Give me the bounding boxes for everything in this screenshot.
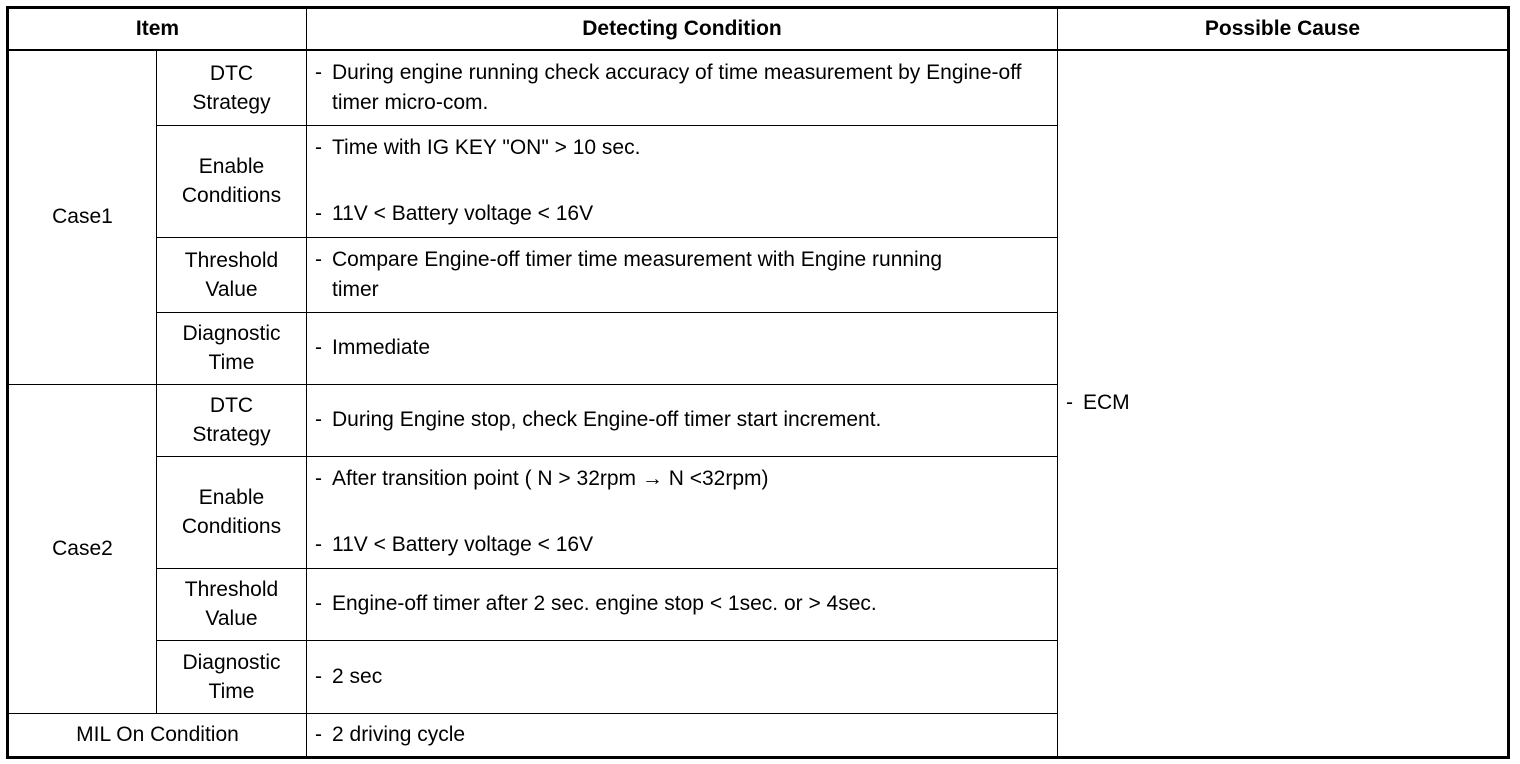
possible-cause-cell xyxy=(1058,50,1509,757)
label-line: Enable xyxy=(198,486,265,509)
case1-threshold-value-condition xyxy=(307,237,1058,312)
table-row xyxy=(8,50,1509,125)
bullet-dash: - xyxy=(315,408,322,431)
bullet-dash: - xyxy=(315,336,322,359)
bullet-dash: - xyxy=(315,247,322,271)
spacer xyxy=(315,163,1049,199)
case2-label: Case2 xyxy=(8,384,157,713)
bullet-dash: - xyxy=(315,60,322,84)
case1-diagnostic-time-condition xyxy=(307,312,1058,384)
bullet-dash: - xyxy=(315,664,322,688)
condition-text: 11V < Battery voltage < 16V xyxy=(332,202,594,225)
case1-label: Case1 xyxy=(8,50,157,384)
case1-enable-conditions-condition xyxy=(307,125,1058,237)
case2-enable-conditions-label xyxy=(157,456,307,568)
label-line: Time xyxy=(208,351,255,374)
header-possible-cause: Possible Cause xyxy=(1058,8,1509,51)
label-line: Value xyxy=(205,277,258,301)
bullet-dash: - xyxy=(315,136,322,159)
bullet-item xyxy=(315,199,1049,229)
bullet-item xyxy=(315,405,1049,435)
condition-text: Compare Engine-off timer time measurement with Engine running timer xyxy=(332,247,943,301)
case1-dtc-strategy-condition xyxy=(307,50,1058,125)
case1-diagnostic-time-label xyxy=(157,312,307,384)
bullet-dash: - xyxy=(315,722,322,746)
condition-text: Immediate xyxy=(332,336,431,359)
bullet-item xyxy=(315,530,1049,560)
mil-on-condition-label: MIL On Condition xyxy=(8,713,307,757)
dtc-spec-table xyxy=(6,6,1510,759)
case2-diagnostic-time-condition xyxy=(307,640,1058,713)
bullet-item xyxy=(315,662,1049,692)
possible-cause-text: ECM xyxy=(1083,391,1130,415)
bullet-dash: - xyxy=(315,202,322,225)
label-line: Threshold xyxy=(184,578,279,601)
bullet-item xyxy=(315,589,1049,619)
case1-dtc-strategy-label xyxy=(157,50,307,125)
condition-text: 2 driving cycle xyxy=(332,722,466,746)
bullet-item xyxy=(315,245,1049,305)
condition-text: Time with IG KEY "ON" > 10 sec. xyxy=(332,136,641,159)
label-line: DTC xyxy=(209,394,254,417)
bullet-dash: - xyxy=(315,467,322,490)
label-line: Value xyxy=(205,607,258,630)
label-line: Diagnostic xyxy=(182,322,281,345)
bullet-dash: - xyxy=(315,592,322,615)
header-item: Item xyxy=(8,8,307,51)
label-line: Enable xyxy=(198,155,265,178)
bullet-dash: - xyxy=(1066,391,1073,415)
spacer xyxy=(315,494,1049,530)
header-detecting-condition: Detecting Condition xyxy=(307,8,1058,51)
case2-threshold-value-label xyxy=(157,568,307,640)
label-line: Time xyxy=(208,679,255,703)
bullet-item xyxy=(315,133,1049,163)
case2-enable-conditions-condition xyxy=(307,456,1058,568)
label-line: Strategy xyxy=(192,90,271,114)
label-line: Conditions xyxy=(181,515,282,538)
condition-text: During engine running check accuracy of time measurement by Engine-off timer micro-com. xyxy=(332,60,1022,114)
mil-on-condition-condition xyxy=(307,713,1058,757)
label-line: DTC xyxy=(209,61,254,85)
condition-text: 11V < Battery voltage < 16V xyxy=(332,533,594,556)
condition-text: 2 sec xyxy=(332,664,383,688)
case2-dtc-strategy-condition xyxy=(307,384,1058,456)
condition-text: Engine-off timer after 2 sec. engine stop < 1sec. or > 4sec. xyxy=(332,592,877,615)
case2-dtc-strategy-label xyxy=(157,384,307,456)
case2-threshold-value-condition xyxy=(307,568,1058,640)
label-line: Strategy xyxy=(192,423,271,446)
case1-enable-conditions-label xyxy=(157,125,307,237)
bullet-item xyxy=(315,464,1049,494)
header-row xyxy=(8,8,1509,51)
bullet-dash: - xyxy=(315,533,322,556)
bullet-item xyxy=(315,333,1049,363)
bullet-item xyxy=(315,720,1049,750)
bullet-item xyxy=(1066,388,1507,418)
label-line: Conditions xyxy=(181,184,282,207)
case2-diagnostic-time-label xyxy=(157,640,307,713)
condition-text: After transition point ( N > 32rpm → N <32rpm) xyxy=(332,467,769,490)
label-line: Threshold xyxy=(184,248,279,272)
case1-threshold-value-label xyxy=(157,237,307,312)
bullet-item xyxy=(315,58,1049,118)
label-line: Diagnostic xyxy=(182,650,281,674)
condition-text: During Engine stop, check Engine-off timer start increment. xyxy=(332,408,882,431)
